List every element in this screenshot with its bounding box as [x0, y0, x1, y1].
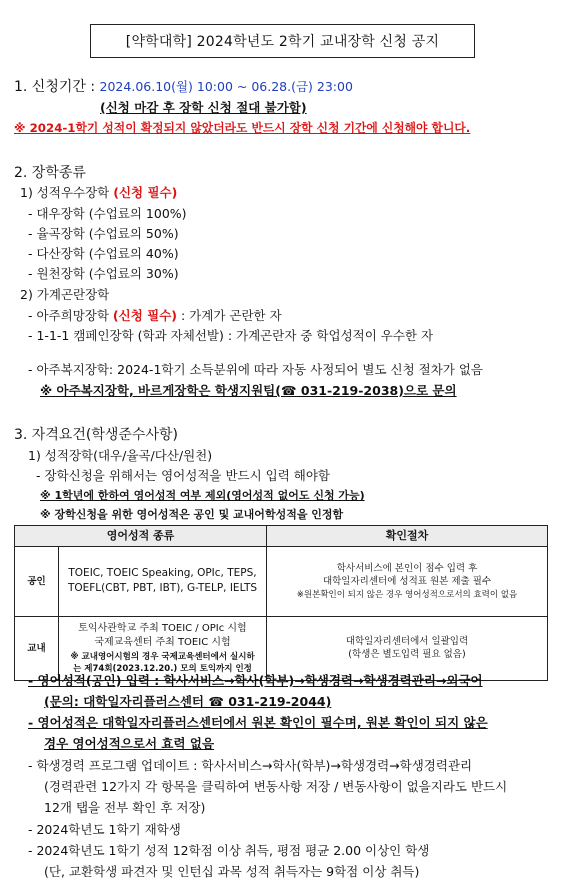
career-center-contact: (문의: 대학일자리플러스센터 ☎ 031-219-2044) — [44, 694, 332, 709]
campus-kind-line: 국제교육센터 주최 TOEIC 시험 — [94, 637, 231, 649]
merit-item: - 대우장학 (수업료의 100%) — [28, 206, 187, 221]
table-header-row — [15, 526, 548, 547]
accepted-scores-note: ※ 장학신청을 위한 영어성적은 공인 및 교내어학성적을 인정함 — [40, 508, 344, 521]
ajou-hope-desc: : 가계가 곤란한 자 — [180, 308, 282, 323]
original-check-note-cont: 경우 영어성적으로서 효력 없음 — [44, 736, 215, 751]
merit-item: - 원천장학 (수업료의 30%) — [28, 266, 179, 281]
enrolled-requirement: - 2024학년도 1학기 재학생 — [28, 822, 181, 837]
merit-item: - 율곡장학 (수업료의 50%) — [28, 226, 179, 241]
campus-kind-line: 는 제74회(2023.12.20.) 모의 토익까지 인정 — [73, 663, 252, 674]
freshman-exemption-note — [40, 487, 365, 503]
need-scholarship-label: 2) 가계곤란장학 — [20, 287, 110, 302]
official-kind-line: TOEFL(CBT, PBT, IBT), G-TELP, IELTS — [67, 582, 258, 595]
campus-kind-line: 토익사관학교 주최 TOEIC / OPIc 시험 — [78, 622, 247, 634]
official-proc-line: 학사서비스에 본인이 점수 입력 후 — [336, 562, 478, 574]
official-label: 공인 — [15, 546, 59, 616]
campus-label: 교내 — [15, 616, 59, 680]
table-header-procedure: 확인절차 — [267, 526, 548, 547]
career-update-detail: (경력관련 12가지 각 항목을 클릭하여 변동사항 저장 / 변동사항이 없을지라도 반드시 — [44, 779, 508, 794]
welfare-item: - 아주복지장학: 2024-1학기 소득분위에 따라 자동 사정되어 별도 신청 절차가 없음 — [28, 362, 483, 377]
section-3-heading: 3. 자격요건(학생준수사항) — [14, 427, 178, 443]
ajou-hope-item — [28, 306, 282, 324]
official-proc-line: ※원본확인이 되지 않은 경우 영어성적으로서의 효력이 없음 — [296, 590, 518, 601]
official-kinds-cell — [59, 546, 267, 616]
english-score-required: - 장학신청을 위해서는 영어성적을 반드시 입력 해야함 — [36, 468, 331, 483]
table-row — [15, 546, 548, 616]
required-badge: (신청 필수) — [112, 308, 177, 323]
ajou-hope-name: - 아주희망장학 — [28, 308, 109, 323]
section-1-heading: 1. 신청기간 : 2024.06.10(월) 10:00 ~ 06.28.(금) 23:00 — [14, 79, 353, 95]
campus-proc-line: (학생은 별도입력 필요 없음) — [348, 649, 466, 661]
english-score-table — [14, 525, 548, 681]
grade-warning: ※ 2024-1학기 성적이 확정되지 않았더라도 반드시 장학 신청 기간에 신청해야 합니다. — [14, 121, 471, 135]
section-1-heading-text: 1. 신청기간 — [14, 79, 86, 95]
grade-scholarship-label: 1) 성적장학(대우/율곡/다산/원천) — [28, 448, 213, 463]
section-2-heading: 2. 장학종류 — [14, 165, 86, 181]
official-kind-line: TOEIC, TOEIC Speaking, OPIc, TEPS, — [68, 567, 257, 580]
official-procedure-cell — [267, 546, 548, 616]
campus-proc-line: 대학일자리센터에서 일괄입력 — [345, 635, 469, 647]
credit-requirement: - 2024학년도 1학기 성적 12학점 이상 취득, 평점 평균 2.00 이상인 학생 — [28, 843, 430, 858]
campaign-item: - 1-1-1 캠페인장학 (학과 자체선발) : 가계곤란자 중 학업성적이 우수한 자 — [28, 328, 434, 343]
exchange-exception: (단, 교환학생 파견자 및 인턴십 과목 성적 취득자는 9학점 이상 취득) — [44, 864, 420, 879]
career-update-detail-cont: 12개 탭을 전부 확인 후 저장) — [44, 800, 206, 815]
merit-scholarship-title: 1) 성적우수장학 — [20, 185, 110, 200]
merit-scholarship-label — [20, 183, 177, 201]
merit-item: - 다산장학 (수업료의 40%) — [28, 246, 179, 261]
notice-title — [90, 24, 475, 58]
campus-kind-line: ※ 교내영어시험의 경우 국제교육센터에서 실시하 — [70, 651, 255, 662]
score-input-path: - 영어성적(공인) 입력 : 학사서비스→학사(학부)→학생경력→학생경력관리→외국어 — [28, 673, 483, 688]
freshman-exemption-text: ※ 1학년에 한하여 영어성적 여부 제외(영어성적 없어도 신청 가능) — [40, 489, 365, 502]
deadline-note: (신청 마감 후 장학 신청 절대 불가함) — [100, 100, 307, 115]
notice-title-text: [약학대학] 2024학년도 2학기 교내장학 신청 공지 — [125, 34, 440, 50]
application-period: 2024.06.10(월) 10:00 ~ 06.28.(금) 23:00 — [99, 79, 353, 94]
table-header-kind: 영어성적 종류 — [15, 526, 267, 547]
welfare-contact-note: ※ 아주복지장학, 바르게장학은 학생지원팀(☎ 031-219-2038)으로 문의 — [40, 383, 457, 398]
career-update-path: - 학생경력 프로그램 업데이트 : 학사서비스→학사(학부)→학생경력→학생경력관리 — [28, 758, 473, 773]
original-check-note: - 영어성적은 대학일자리플러스센터에서 원본 확인이 필수며, 원본 확인이 되지 않은 — [28, 715, 488, 730]
required-badge: (신청 필수) — [113, 185, 178, 200]
official-proc-line: 대학일자리센터에 성적표 원본 제출 필수 — [322, 576, 492, 588]
